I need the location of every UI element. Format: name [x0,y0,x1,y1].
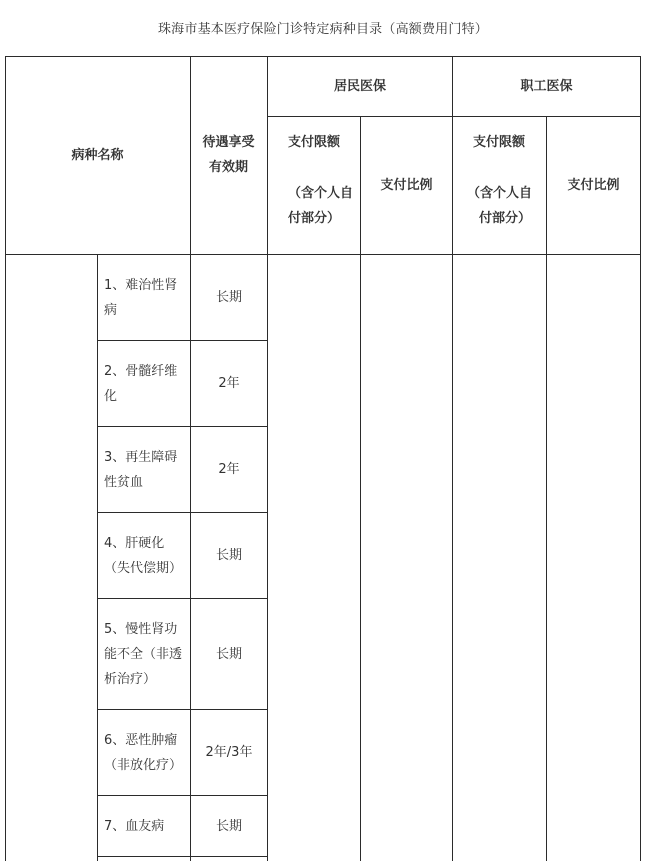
header-resident-insurance: 居民医保 [333,78,386,94]
table-row-period: 长期 [215,818,242,834]
header-employee-insurance: 职工医保 [520,78,573,94]
header-pay-limit-label: 支付限额 [473,135,526,150]
table-row-period: 2年 [218,462,240,477]
header-employee-pay-ratio: 支付比例 [567,177,620,193]
table-row-period: 2年 [218,376,240,391]
header-resident-pay-ratio: 支付比例 [380,177,433,193]
header-pay-limit-note-line2: 付部分） [288,211,341,226]
header-disease-name: 病种名称 [71,147,124,163]
header-validity-period-line2: 有效期 [208,160,248,175]
table-row-period: 2年/3年 [205,745,253,760]
header-validity-period-line1: 待遇享受 [202,135,255,150]
header-pay-limit-note-line2: 付部分） [479,211,532,226]
table-row-period: 长期 [215,290,242,305]
table-row-disease-name: 1、难治性肾 病 [104,277,178,318]
table-row-disease-name: 5、慢性肾功 能不全（非透 析治疗） [104,621,183,687]
table-row-period: 长期 [215,646,242,662]
document-title: 珠海市基本医疗保险门诊特定病种目录（高额费用门特） [157,22,488,37]
table-row-disease-name: 3、再生障碍 性贫血 [104,449,178,490]
header-resident-pay-limit [268,116,360,254]
table-border-right [640,56,641,861]
header-pay-limit-label: 支付限额 [288,135,341,150]
table-row-disease-name: 6、恶性肿瘤 （非放化疗） [104,732,183,773]
header-pay-limit-note-line1: （含个人自 [467,186,533,201]
table-row-disease-name: 2、骨髓纤维 化 [104,363,178,404]
table-row-disease-name: 4、肝硬化 （失代偿期） [104,535,183,576]
header-employee-pay-limit [453,116,546,254]
header-pay-limit-note-line1: （含个人自 [288,186,354,201]
table-row-disease-name: 7、血友病 [104,818,165,834]
table-row-period: 长期 [215,548,242,563]
row-divider [97,856,268,857]
header-validity-period [190,56,267,254]
